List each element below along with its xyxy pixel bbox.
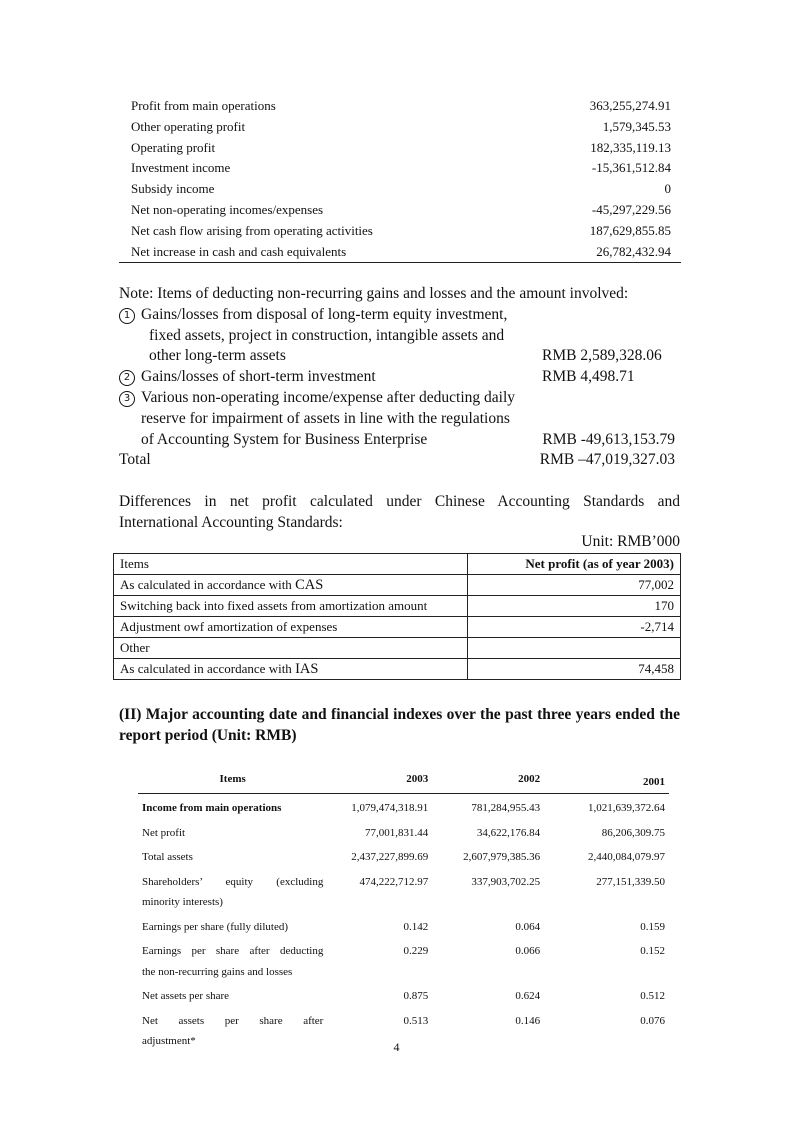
cell-2002: 34,622,176.84	[476, 826, 541, 839]
list-item	[119, 242, 681, 263]
list-item	[119, 200, 681, 221]
cell-2003: 0.875	[403, 990, 429, 1002]
table-row	[138, 937, 669, 982]
note-text: of Accounting System for Business Enterprise	[141, 430, 428, 448]
note-item-3-line-3	[119, 430, 681, 451]
key-figure-value: -45,297,229.56	[591, 201, 671, 217]
table-row	[114, 659, 681, 680]
header-2001: 2001	[544, 765, 669, 794]
row-value: -2,714	[468, 617, 681, 638]
row-value: 77,002	[468, 575, 681, 596]
key-figure-value: 26,782,432.94	[596, 243, 671, 259]
section-heading	[119, 704, 680, 746]
key-figure-label: Subsidy income	[131, 181, 215, 197]
table-row	[114, 596, 681, 617]
cell-2003: 2,437,227,899.69	[351, 851, 429, 863]
unit-label: Unit: RMB’000	[581, 533, 680, 550]
row-label: As calculated in accordance with IAS	[114, 659, 468, 680]
row-value	[468, 638, 681, 659]
cell-2001: 0.152	[640, 945, 665, 957]
cell-2001: 86,206,309.75	[601, 826, 665, 839]
row-item: Net profit	[142, 826, 186, 839]
list-item	[119, 221, 681, 242]
table-row	[138, 794, 669, 819]
note-total	[119, 450, 681, 471]
cell-2003: 474,222,712.97	[359, 875, 429, 888]
list-item	[119, 158, 681, 179]
key-figure-label: Net cash flow arising from operating activities	[131, 222, 373, 238]
row-item: Net assets per share	[142, 990, 230, 1002]
cell-2002: 0.066	[515, 945, 541, 957]
row-label: Adjustment owf amortization of expenses	[114, 617, 468, 638]
table-row	[138, 982, 669, 1007]
row-item: Income from main operations	[142, 802, 282, 814]
circled-number: 1	[119, 308, 135, 324]
heading-line: (II) Major accounting date and financial indexes over the past three years ended the	[119, 706, 680, 723]
row-label: As calculated in accordance with CAS	[114, 575, 468, 596]
circled-number: 2	[119, 370, 135, 386]
note-text: Gains/losses from disposal of long-term equity investment,	[141, 305, 508, 323]
note-item-3-line-2: reserve for impairment of assets in line with the regulations	[141, 409, 510, 427]
note-item-1-line-2: fixed assets, project in construction, intangible assets and	[149, 326, 505, 344]
cell-2003: 1,079,474,318.91	[351, 802, 429, 814]
key-figure-label: Operating profit	[131, 139, 216, 155]
intro-line: Differences in net profit calculated under Chinese Accounting Standards and	[119, 493, 680, 510]
header-items: Items	[114, 554, 468, 575]
key-figures-list	[119, 96, 681, 263]
note-text: other long-term assets	[149, 347, 286, 365]
row-item: Earnings per share (fully diluted)	[142, 920, 289, 933]
note-total-amount: RMB –47,019,327.03	[539, 451, 675, 469]
note-amount: RMB 2,589,328.06	[542, 347, 662, 365]
key-figure-label: Investment income	[131, 160, 231, 176]
row-label: Other	[114, 638, 468, 659]
key-figure-value: -15,361,512.84	[591, 160, 671, 176]
intro-line: International Accounting Standards:	[119, 514, 343, 531]
note-item-1-line-3	[119, 346, 681, 367]
note-item-2-line-1	[119, 367, 681, 388]
key-figure-value: 187,629,855.85	[589, 222, 671, 238]
non-recurring-note	[119, 284, 681, 471]
cell-2002: 0.064	[515, 920, 541, 933]
row-item: Earnings per share after deducting the non-recurring gains and losses	[142, 945, 324, 978]
cell-2001: 0.512	[640, 990, 665, 1002]
table-row	[138, 868, 669, 913]
major-financial-table	[138, 765, 669, 1052]
cell-2001: 0.159	[640, 920, 665, 933]
header-net-profit: Net profit (as of year 2003)	[468, 554, 681, 575]
note-amount: RMB -49,613,153.79	[542, 430, 675, 448]
row-item: Shareholders’ equity (excluding minority interests)	[142, 875, 324, 908]
list-item	[119, 117, 681, 138]
differences-intro	[119, 491, 680, 533]
circled-number: 3	[119, 391, 135, 407]
cell-2003: 0.229	[403, 945, 429, 957]
page-number: 4	[393, 1040, 400, 1054]
cell-2003: 0.513	[403, 1014, 429, 1027]
note-item-3-line-1	[119, 388, 681, 409]
cell-2001: 277,151,339.50	[596, 875, 665, 888]
cell-2001: 2,440,084,079.97	[588, 851, 665, 863]
list-item	[119, 138, 681, 159]
note-amount: RMB 4,498.71	[542, 368, 635, 386]
table-row	[138, 913, 669, 938]
row-item: Total assets	[142, 851, 193, 863]
note-heading: Note: Items of deducting non-recurring gains and losses and the amount involved:	[119, 285, 629, 302]
header-items: Items	[138, 765, 327, 794]
key-figure-value: 363,255,274.91	[589, 98, 671, 113]
header-2002: 2002	[432, 765, 544, 794]
header-2003: 2003	[327, 765, 432, 794]
row-label: Switching back into fixed assets from amortization amount	[114, 596, 468, 617]
list-item	[119, 96, 681, 117]
key-figure-label: Net non-operating incomes/expenses	[131, 201, 324, 217]
cell-2002: 781,284,955.43	[471, 802, 541, 814]
row-item: Net assets per share after adjustment*	[142, 1014, 324, 1047]
note-total-label: Total	[119, 451, 151, 469]
cell-2002: 0.146	[515, 1014, 541, 1027]
note-text: Gains/losses of short-term investment	[141, 368, 376, 386]
cell-2002: 0.624	[515, 990, 541, 1002]
table-row	[114, 638, 681, 659]
key-figure-value: 1,579,345.53	[602, 118, 671, 134]
differences-table	[113, 553, 681, 680]
cell-2003: 77,001,831.44	[365, 826, 429, 839]
cell-2001: 1,021,639,372.64	[588, 802, 665, 814]
cell-2001: 0.076	[640, 1014, 665, 1027]
cell-2002: 337,903,702.25	[471, 875, 541, 888]
list-item	[119, 179, 681, 200]
cell-2003: 0.142	[403, 920, 429, 933]
key-figure-label: Profit from main operations	[131, 98, 276, 113]
row-value: 74,458	[468, 659, 681, 680]
table-header-row	[138, 765, 669, 794]
table-header-row	[114, 554, 681, 575]
table-row	[138, 843, 669, 868]
key-figure-value: 0	[664, 181, 671, 197]
cell-2002: 2,607,979,385.36	[463, 851, 541, 863]
key-figure-label: Net increase in cash and cash equivalents	[131, 243, 347, 259]
note-text: Various non-operating income/expense after deducting daily	[141, 388, 516, 406]
table-row	[138, 819, 669, 844]
note-item-1-line-1	[119, 305, 681, 326]
table-row	[114, 575, 681, 596]
table-row	[114, 617, 681, 638]
heading-line: report period (Unit: RMB)	[119, 727, 297, 744]
key-figure-value: 182,335,119.13	[590, 139, 671, 155]
key-figure-label: Other operating profit	[131, 118, 246, 134]
row-value: 170	[468, 596, 681, 617]
